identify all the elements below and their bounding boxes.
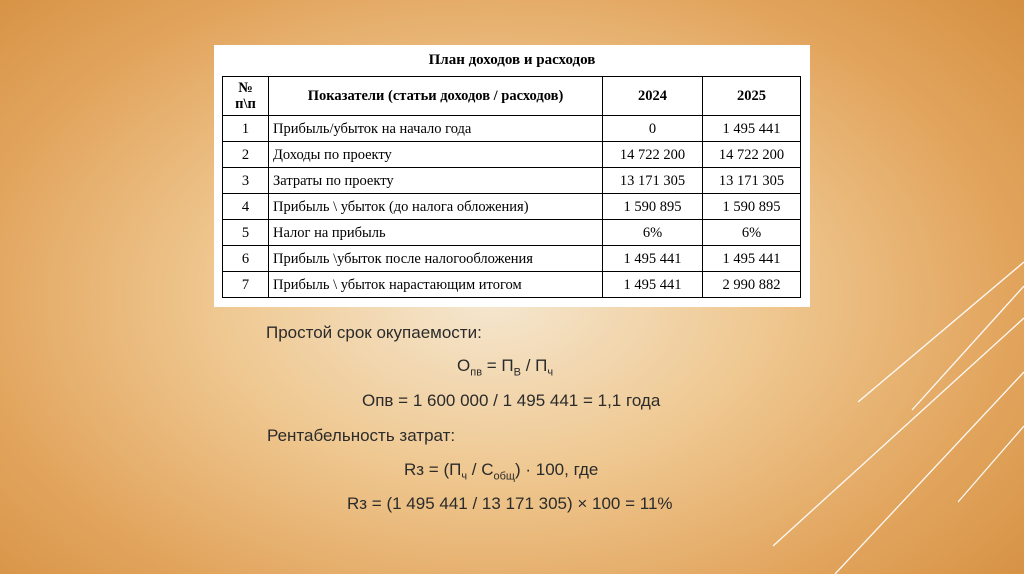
payback-formula-pch-sub: ч: [547, 366, 554, 379]
row-number: 2: [223, 142, 269, 168]
row-value-2025: 1 495 441: [703, 116, 801, 142]
row-indicator: Доходы по проекту: [269, 142, 603, 168]
row-value-2025: 1 495 441: [703, 246, 801, 272]
row-value-2024: 13 171 305: [603, 168, 703, 194]
profitability-formula-a: Rз = (П: [404, 460, 462, 479]
income-expense-table: [222, 76, 801, 298]
payback-formula-div: / П: [520, 356, 548, 375]
payback-heading: Простой срок окупаемости:: [266, 323, 482, 342]
table-row: [223, 168, 801, 194]
profitability-calculation: Rз = (1 495 441 / 13 171 305) × 100 = 11%: [347, 494, 673, 513]
payback-formula-o: О: [457, 356, 471, 375]
profitability-formula-c-sub: общ: [493, 470, 515, 483]
row-value-2025: 14 722 200: [703, 142, 801, 168]
payback-formula-mid: = П: [482, 356, 514, 375]
profitability-formula: [404, 460, 598, 482]
payback-formula-pb-sub: В: [513, 366, 521, 379]
header-indicators: Показатели (статьи доходов / расходов): [269, 77, 603, 116]
income-expense-table-panel: [214, 45, 810, 307]
payback-calculation: Опв = 1 600 000 / 1 495 441 = 1,1 года: [362, 391, 661, 410]
row-value-2024: 1 495 441: [603, 246, 703, 272]
table-row: [223, 142, 801, 168]
payback-formula: [457, 356, 553, 378]
row-number: 3: [223, 168, 269, 194]
row-value-2024: 1 495 441: [603, 272, 703, 298]
row-indicator: Затраты по проекту: [269, 168, 603, 194]
row-value-2025: 1 590 895: [703, 194, 801, 220]
row-value-2025: 2 990 882: [703, 272, 801, 298]
row-value-2025: 13 171 305: [703, 168, 801, 194]
header-number: № п\п: [223, 77, 269, 116]
profitability-heading: Рентабельность затрат:: [267, 426, 456, 445]
payback-formula-o-sub: пв: [470, 366, 483, 379]
table-header-row: [223, 77, 801, 116]
table-row: [223, 220, 801, 246]
row-number: 7: [223, 272, 269, 298]
row-indicator: Налог на прибыль: [269, 220, 603, 246]
table-row: [223, 246, 801, 272]
row-number: 1: [223, 116, 269, 142]
table-title: План доходов и расходов: [428, 52, 596, 68]
row-value-2024: 0: [603, 116, 703, 142]
profitability-formula-pch-sub: ч: [461, 470, 468, 483]
row-value-2025: 6%: [703, 220, 801, 246]
header-2025: 2025: [703, 77, 801, 116]
row-indicator: Прибыль \ убыток нарастающим итогом: [269, 272, 603, 298]
row-number: 6: [223, 246, 269, 272]
profitability-formula-c: ) · 100, где: [514, 460, 599, 479]
table-row: [223, 116, 801, 142]
row-indicator: Прибыль/убыток на начало года: [269, 116, 603, 142]
profitability-formula-b: / С: [467, 460, 494, 479]
row-value-2024: 6%: [603, 220, 703, 246]
row-value-2024: 14 722 200: [603, 142, 703, 168]
row-indicator: Прибыль \убыток после налогообложения: [269, 246, 603, 272]
row-value-2024: 1 590 895: [603, 194, 703, 220]
row-number: 4: [223, 194, 269, 220]
header-2024: 2024: [603, 77, 703, 116]
table-row: [223, 194, 801, 220]
table-row: [223, 272, 801, 298]
row-number: 5: [223, 220, 269, 246]
row-indicator: Прибыль \ убыток (до налога обложения): [269, 194, 603, 220]
